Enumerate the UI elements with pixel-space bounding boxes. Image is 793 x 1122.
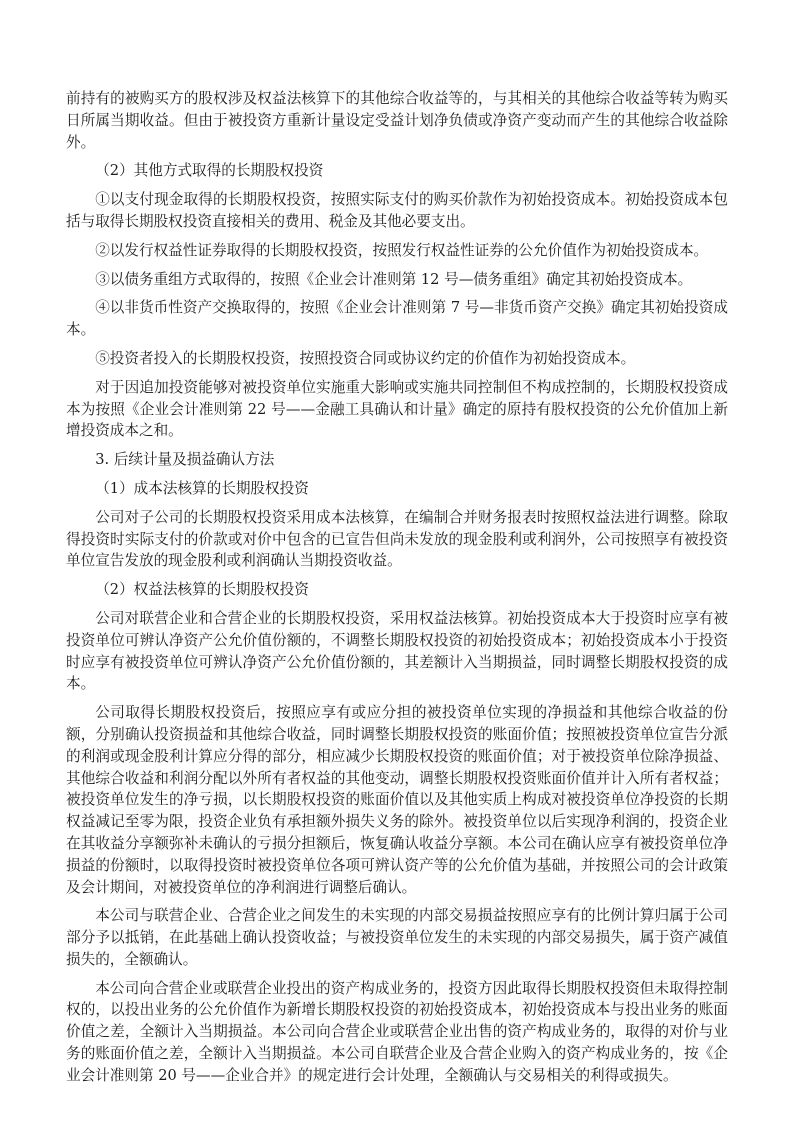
heading-subsequent-measurement: 3. 后续计量及损益确认方法 (95, 451, 275, 469)
list-item-2-equity-securities: ②以发行权益性证券取得的长期股权投资，按照发行权益性证券的公允价值作为初始投资成本。 (95, 241, 709, 259)
subheading-equity-method: （2）权益法核算的长期股权投资 (95, 581, 309, 599)
list-item-4-nonmonetary-exchange: ④以非货币性资产交换取得的，按照《企业会计准则第 7 号—非货币资产交换》确定其初始投资成本。 (66, 299, 728, 339)
list-item-1-cash-payment: ①以支付现金取得的长期股权投资，按照实际支付的购买价款作为初始投资成本。初始投资成本包括与取得长期股权投资直接相关的费用、税金及其他必要支出。 (66, 191, 728, 230)
paragraph-continuation: 前持有的被购买方的股权涉及权益法核算下的其他综合收益等的，与其相关的其他综合收益等转为购买日所属当期收益。但由于被投资方重新计量设定受益计划净负债或净资产变动而产生的其他综合收益除外。 (66, 90, 728, 151)
list-item-3-debt-restructuring: ③以债务重组方式取得的，按照《企业会计准则第 12 号—债务重组》确定其初始投资成本。 (95, 270, 693, 288)
subheading-cost-method: （1）成本法核算的长期股权投资 (95, 479, 309, 497)
paragraph-cost-method-detail: 公司对子公司的长期股权投资采用成本法核算，在编制合并财务报表时按照权益法进行调整。除取得投资时实际支付的价款或对价中包含的已宣告但尚未发放的现金股利或利润外，公司按照享有被投资单位宣告发放的现金股利或利润确认当期投资收益。 (66, 508, 728, 570)
paragraph-unrealized-internal-transactions: 本公司与联营企业、合营企业之间发生的未实现的内部交易损益按照应享有的比例计算归属于公司部分予以抵销，在此基础上确认投资收益；与被投资单位发生的未实现的内部交易损失，属于资产减值损失的，全额确认。 (66, 907, 728, 968)
paragraph-equity-method-subsequent: 公司取得长期股权投资后，按照应享有或应分担的被投资单位实现的净损益和其他综合收益的份额，分别确认投资损益和其他综合收益，同时调整长期股权投资的账面价值；按照被投资单位宣告分派的利润或现金股利计算应分得的部分，相应减少长期股权投资的账面价值；对于被投资单位除净损益、其他综合收益和利润分配以外所有者权益的其他变动，调整长期股权投资账面价值并计入所有者权益；被投资单位发生的净亏损，以长期股权投资的账面价值以及其他实质上构成对被投资单位净投资的长期权益减记至零为限，投资企业负有承担额外损失义务的除外。被投资单位以后实现净利润的，投资企业在其收益分享额弥补未确认的亏损分担额后，恢复确认收益分享额。本公司在确认应享有被投资单位净损益的份额时，以取得投资时被投资单位各项可辨认资产等的公允价值为基础，并按照公司的会计政策及会计期间，对被投资单位的净利润进行调整后确认。 (66, 704, 728, 896)
subheading-other-acquisition-methods: （2）其他方式取得的长期股权投资 (95, 162, 324, 180)
paragraph-equity-method-initial: 公司对联营企业和合营企业的长期股权投资，采用权益法核算。初始投资成本大于投资时应享有被投资单位可辨认净资产公允价值份额的，不调整长期股权投资的初始投资成本；初始投资成本小于投资时应享有被投资单位可辨认净资产公允价值份额的，其差额计入当期损益，同时调整长期股权投资的成本。 (66, 609, 728, 693)
paragraph-additional-investment: 对于因追加投资能够对被投资单位实施重大影响或实施共同控制但不构成控制的，长期股权投资成本为按照《企业会计准则第 22 号——金融工具确认和计量》确定的原持有股权投资的公允价值加上新增投资成本之和。 (66, 378, 728, 440)
list-item-5-investor-contribution: ⑤投资者投入的长期股权投资，按照投资合同或协议约定的价值作为初始投资成本。 (95, 349, 636, 367)
paragraph-asset-contribution-business: 本公司向合营企业或联营企业投出的资产构成业务的，投资方因此取得长期股权投资但未取得控制权的，以投出业务的公允价值作为新增长期股权投资的初始投资成本，初始投资成本与投出业务的账面价值之差，全额计入当期损益。本公司向合营企业或联营企业出售的资产构成业务的，取得的对价与业务的账面价值之差，全额计入当期损益。本公司自联营企业及合营企业购入的资产构成业务的，按《企业会计准则第 20 号——企业合并》的规定进行会计处理，全额确认与交易相关的利得或损失。 (66, 979, 728, 1084)
